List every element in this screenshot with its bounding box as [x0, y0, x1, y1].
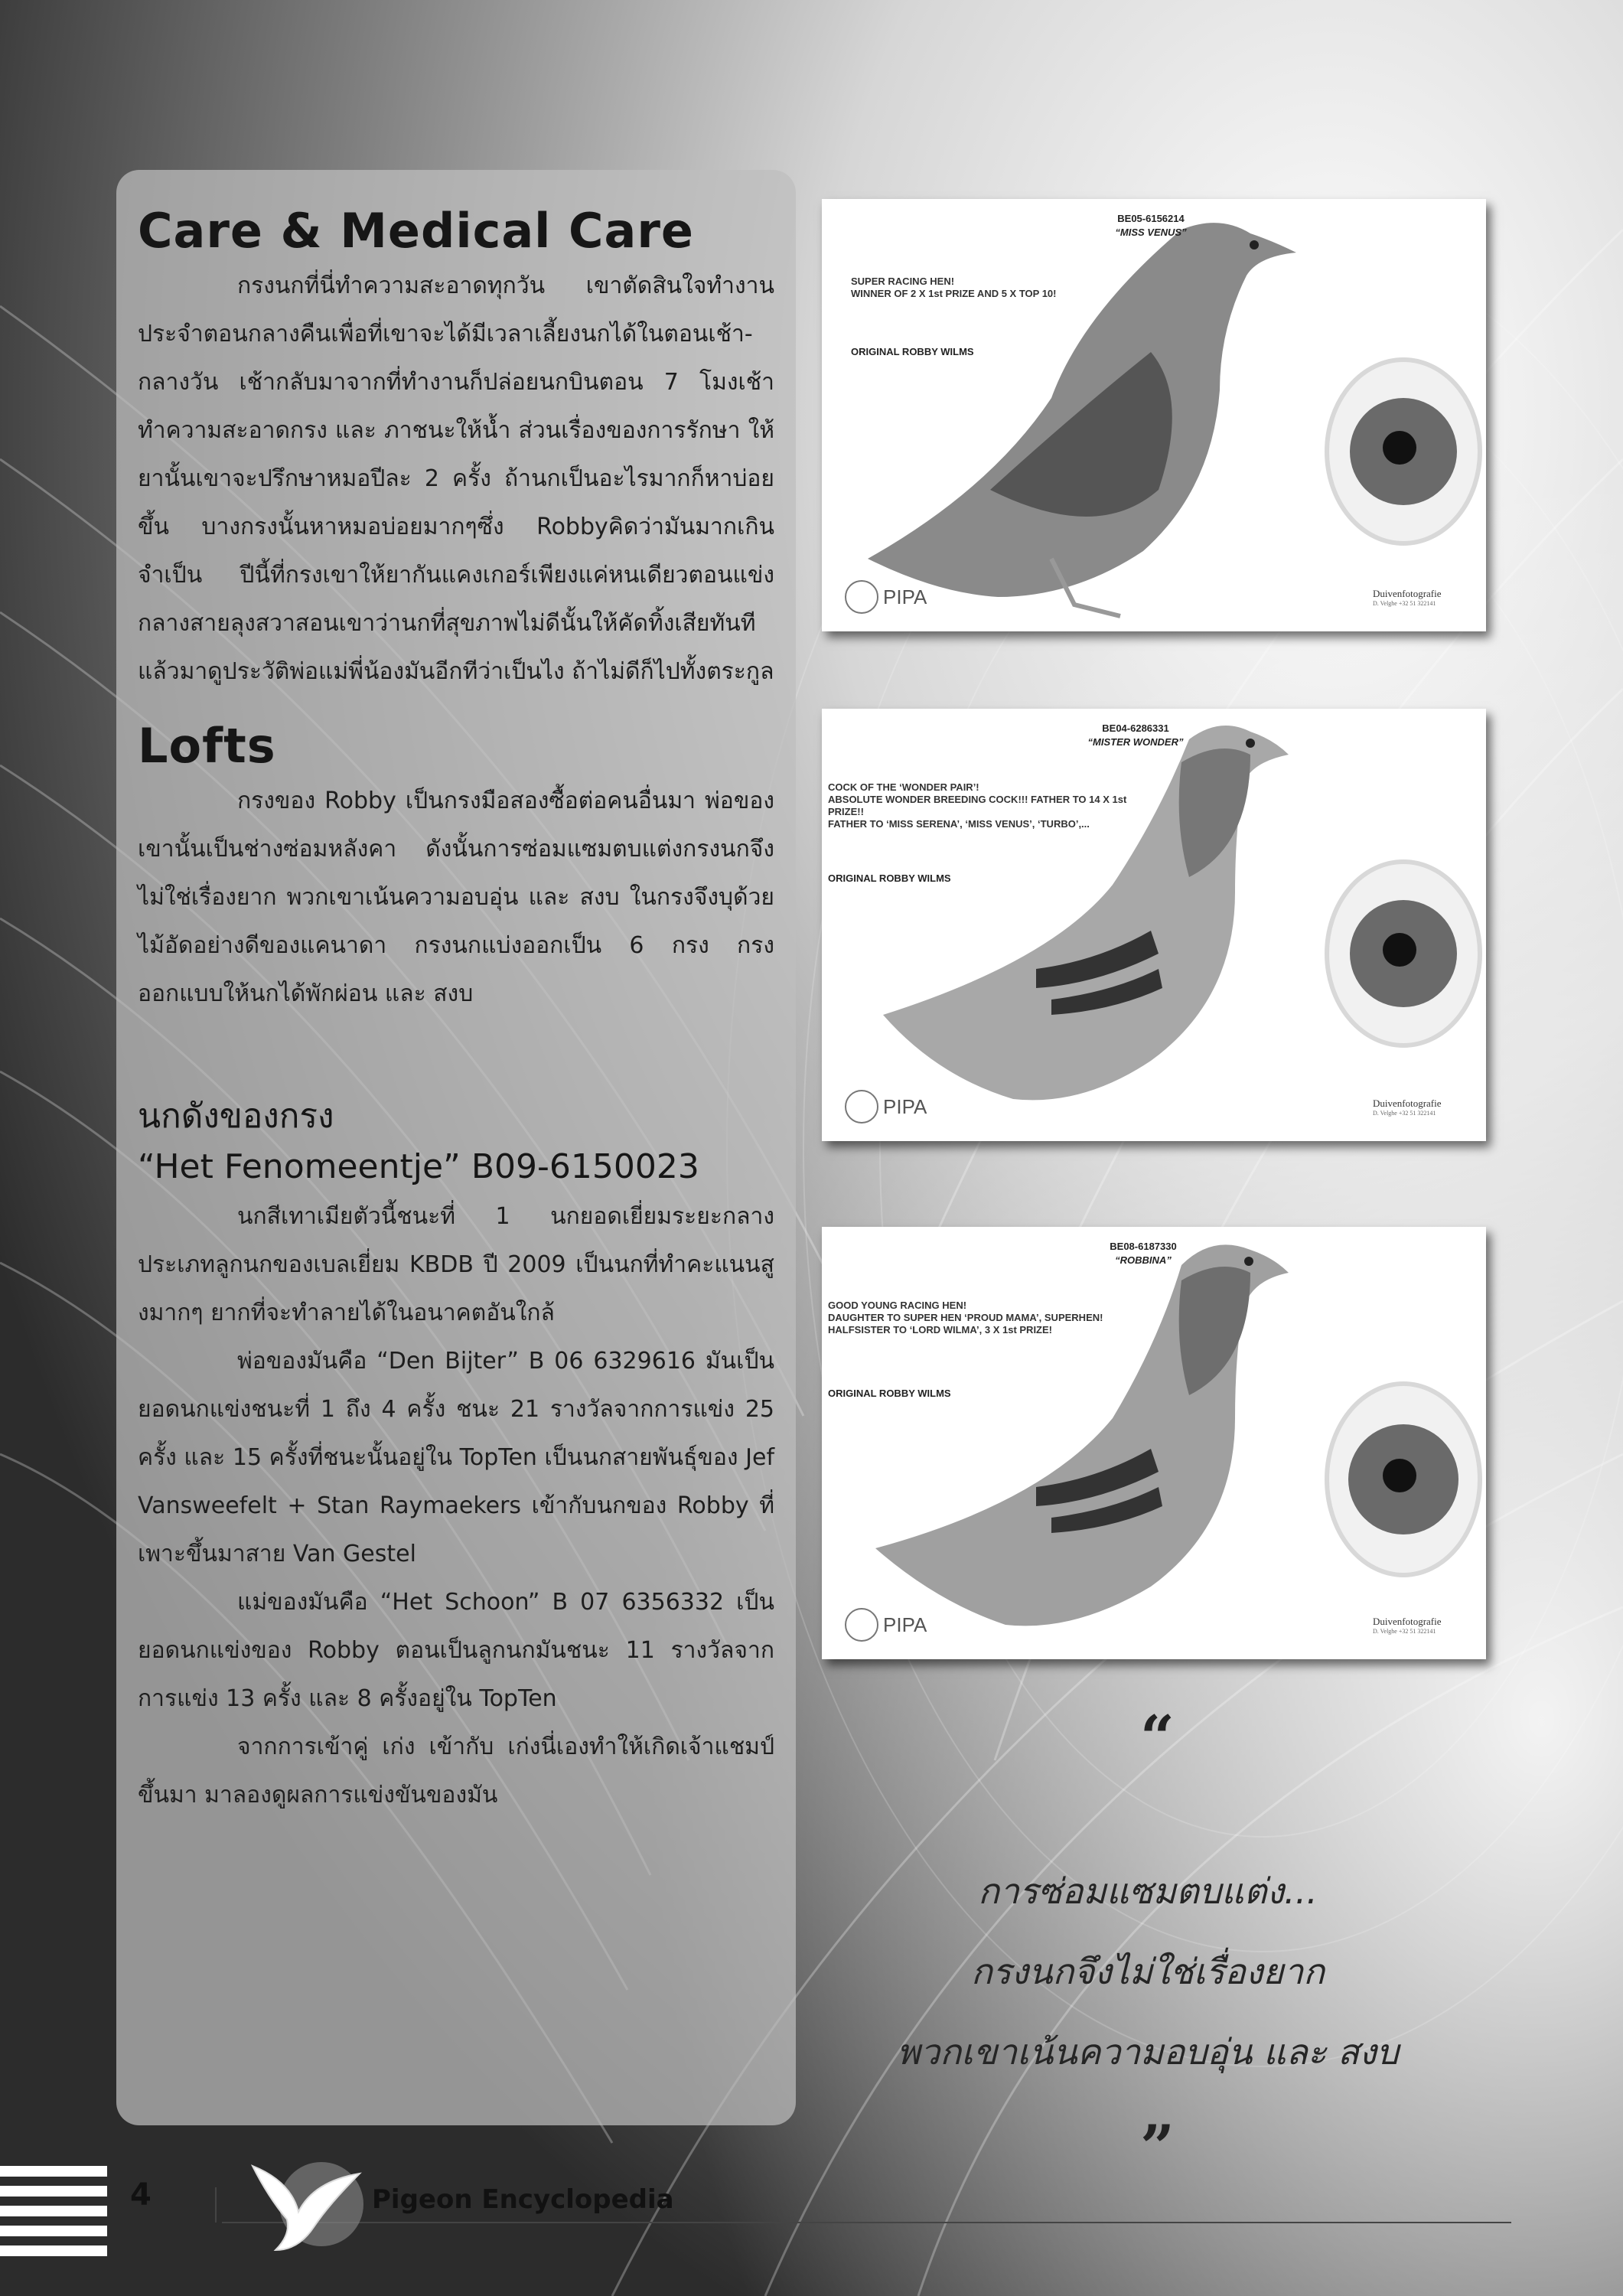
desc-line: ABSOLUTE WONDER BREEDING COCK!!! FATHER TO 14 X 1st	[828, 794, 1127, 805]
pigeon-image	[822, 199, 1486, 631]
pipa-logo	[845, 1608, 927, 1642]
famous-title-2: “Het Fenomeentje” B09-6150023	[138, 1147, 699, 1186]
pipa-logo	[845, 580, 927, 614]
page-number: 4	[130, 2177, 152, 2213]
pigeon-description	[828, 781, 1226, 830]
care-body: กรงนกที่นี่ทำความสะอาดทุกวัน เขาตัดสินใจทำงานประจำตอนกลางคืนเพื่อที่เขาจะได้มีเวลาเลี้ยงนกได้ในตอนเช้า-กลางวัน เช้ากลับมาจากที่ทำงานก็ปล่อยนกบินตอน 7 โมงเช้า ทำความสะอาดกรง และ ภาชนะให้น้ำ ส่วนเรื่องของการรักษา ให้ยานั้นเขาจะปรึกษาหมอปีละ 2 ครั้ง ถ้านกเป็นอะไรมากก็หาบ่อยขึ้น บางกรงนั้นหาหมอบ่อยมากๆซึ่ง Robbyคิดว่ามันมากเกินจำเป็น ปีนี้ที่กรงเขาให้ยากันแคงเกอร์เพียงแค่หนเดียวตอนแข่งกลางสายลุงสวาสอนเขาว่านกที่สุขภาพไม่ดีนั้นให้คัดทิ้งเสียทันทีแล้วมาดูประวัติพ่อแม่พี่น้องมันอีกทีว่าเป็นไง ถ้าไม่ดีก็ไปทั้งตระกูล	[138, 272, 774, 685]
pipa-bird-icon	[845, 1608, 878, 1642]
dove-globe-icon	[245, 2151, 367, 2258]
credit-text: Duivenfotografie	[1373, 1097, 1442, 1109]
pipa-text: PIPA	[883, 1094, 927, 1118]
pipa-bird-icon	[845, 1090, 878, 1124]
credit-phone: D. Velghe +32 51 322141	[1373, 1628, 1436, 1635]
desc-line: FATHER TO ‘MISS SERENA’, ‘MISS VENUS’, ‘TURBO’,...	[828, 818, 1090, 830]
quote-open-mark: “	[1140, 1703, 1175, 1773]
famous-paragraph-3: แม่ของมันคือ “Het Schoon” B 07 6356332 เป็นยอดนกแข่งของ Robby ตอนเป็นลูกนกมันชนะ 11 รางวัลจากการแข่ง 13 ครั้ง และ 8 ครั้งอยู่ใน TopTen	[138, 1589, 774, 1712]
pigeon-description	[828, 1300, 1226, 1336]
quote-close-mark: ”	[1140, 2112, 1175, 2182]
original-owner: ORIGINAL ROBBY WILMS	[828, 1388, 951, 1399]
desc-line: WINNER OF 2 X 1st PRIZE AND 5 X TOP 10!	[851, 288, 1057, 299]
care-title: Care & Medical Care	[138, 203, 694, 259]
desc-line: DAUGHTER TO SUPER HEN ‘PROUD MAMA’, SUPERHEN!	[828, 1312, 1103, 1323]
famous-paragraph-2: พ่อของมันคือ “Den Bijter” B 06 6329616 มันเป็นยอดนกแข่งชนะที่ 1 ถึง 4 ครั้ง ชนะ 21 รางวัลจากการแข่ง 25 ครั้ง และ 15 ครั้งที่ชนะนั้นอยู่ใน TopTen เป็นนกสายพันธุ์ของ Jef Vansweefelt + Stan Raymaekers เข้ากับนกของ Robby ที่เพาะขึ้นมาสาย Van Gestel	[138, 1348, 774, 1567]
credit-phone: D. Velghe +32 51 322141	[1373, 600, 1436, 607]
pigeon-name: “ROBBINA”	[1115, 1254, 1172, 1266]
famous-paragraph-4: จากการเข้าคู่ เก่ง เข้ากับ เก่งนี่เองทำให้เกิดเจ้าแชมป์ขึ้นมา มาลองดูผลการแข่งขันของมัน	[138, 1733, 774, 1808]
ring-number: BE08-6187330	[1110, 1241, 1177, 1252]
desc-line: GOOD YOUNG RACING HEN!	[828, 1300, 967, 1311]
pipa-text: PIPA	[883, 585, 927, 608]
quote-line-3: พวกเขาเน้นความอบอุ่น และ สงบ	[897, 2031, 1399, 2073]
lofts-body: กรงของ Robby เป็นกรงมือสองซื้อต่อคนอื่นมา พ่อของเขานั้นเป็นช่างซ่อมหลังคา ดังนั้นการซ่อมแซมตบแต่งกรงนกจึงไม่ใช่เรื่องยาก พวกเขาเน้นความอบอุ่น และ สงบ ในกรงจึงบุด้วยไม้อัดอย่างดีของแคนาดา กรงนกแบ่งออกเป็น 6 กรง กรงออกแบบให้นกได้พักผ่อน และ สงบ	[138, 788, 774, 1007]
lofts-title: Lofts	[138, 718, 276, 774]
desc-line: COCK OF THE ‘WONDER PAIR’!	[828, 781, 979, 793]
famous-paragraph-1: นกสีเทาเมียตัวนี้ชนะที่ 1 นกยอดเยี่ยมระยะกลาง ประเภทลูกนกของเบลเยี่ยม KBDB ปี 2009 เป็นนกที่ทำคะแนนสูงมากๆ ยากที่จะทำลายได้ในอนาคตอันใกล้	[138, 1203, 774, 1326]
original-owner: ORIGINAL ROBBY WILMS	[851, 346, 974, 357]
ring-number: BE05-6156214	[1117, 213, 1185, 224]
credit-text: Duivenfotografie	[1373, 1616, 1442, 1627]
credit-text: Duivenfotografie	[1373, 588, 1442, 599]
ring-number: BE04-6286331	[1102, 722, 1169, 734]
famous-title-1: นกดังของกรง	[138, 1097, 334, 1136]
photo-credit	[1373, 1616, 1442, 1635]
pigeon-description	[851, 276, 1172, 300]
original-owner: ORIGINAL ROBBY WILMS	[828, 872, 951, 884]
pipa-logo	[845, 1090, 927, 1124]
credit-phone: D. Velghe +32 51 322141	[1373, 1110, 1436, 1117]
photo-credit	[1373, 1097, 1442, 1117]
pipa-bird-icon	[845, 580, 878, 614]
magazine-name: Pigeon Encyclopedia	[372, 2184, 674, 2215]
desc-line: HALFSISTER TO ‘LORD WILMA’, 3 X 1st PRIZE!	[828, 1324, 1053, 1336]
quote-line-2: กรงนกจึงไม่ใช่เรื่องยาก	[970, 1951, 1325, 1992]
pigeon-photo-miss-venus	[822, 199, 1486, 631]
pipa-text: PIPA	[883, 1613, 927, 1636]
photo-credit	[1373, 588, 1442, 607]
pigeon-image	[822, 1227, 1486, 1659]
quote-line-1: การซ่อมแซมตบแต่ง...	[978, 1870, 1318, 1912]
desc-line: SUPER RACING HEN!	[851, 276, 955, 287]
desc-line: PRIZE!!	[828, 806, 864, 817]
pigeon-name: “MISS VENUS”	[1115, 227, 1187, 238]
pigeon-photo-mister-wonder	[822, 709, 1486, 1141]
pigeon-name: “MISTER WONDER”	[1087, 736, 1184, 748]
pigeon-image	[822, 709, 1486, 1141]
article-panel	[116, 170, 796, 2125]
pigeon-photo-robbina	[822, 1227, 1486, 1659]
